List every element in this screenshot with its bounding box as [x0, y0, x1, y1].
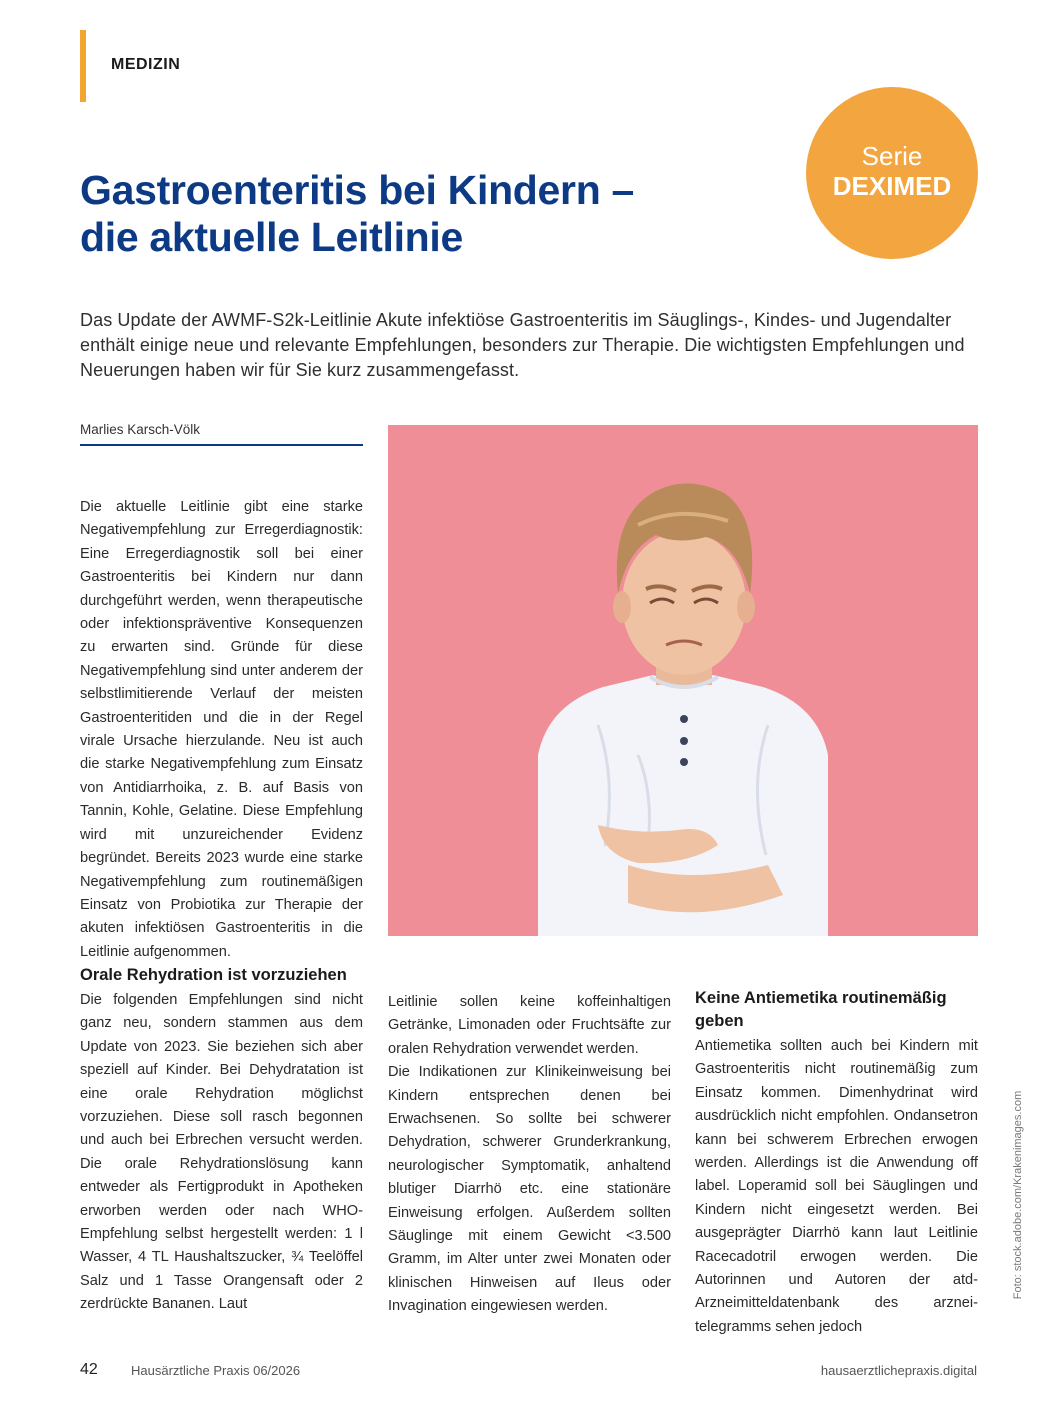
- photo-credit-text: Foto: stock.adobe.com/Krakenimages.com: [1012, 1090, 1024, 1300]
- body-column-1-bottom: [80, 964, 363, 1317]
- author-name: Marlies Karsch-Völk: [80, 422, 201, 437]
- title-line-1: Gastroenteritis bei Kindern –: [80, 167, 635, 213]
- paragraph-oral-rehydration: Die folgenden Empfehlungen sind nicht ganz neu, sondern stammen aus dem Update von 2023. Sie beziehen sich aber speziell auf Kinder. Bei Dehydratation ist eine orale Rehydration möglichst vorzuziehen. Diese soll rasch begonnen und auch bei Erbrechen versucht werden. Die orale Rehydrationslösung kann entweder als Fertigprodukt in Apotheken erworben werden oder nach WHO-Empfehlung selbst hergestellt werden: 1 l Wasser, 4 TL Haushaltszucker, ¾ Teelöffel Salz und 1 Tasse Orangensaft oder 2 zerdrückte Bananen. Laut: [80, 992, 363, 1313]
- shirt-button: [680, 737, 688, 745]
- boy-illustration: [388, 425, 978, 936]
- journal-issue: Hausärztliche Praxis 06/2026: [131, 1363, 301, 1378]
- author-divider: [80, 444, 363, 446]
- intro-paragraph: Die aktuelle Leitlinie gibt eine starke Negativempfehlung zur Erregerdiagnostik: Eine Erregerdiagnostik soll bei einer Gastroenteritis bei Kindern nur dann durchgeführt werden, wenn therapeutische oder infektionspräventive Konsequenzen zu erwarten sind. Gründe für diese Negativempfehlung sind unter anderem der selbstlimitierende Verlauf der meisten Gastroenteritiden und die in der Regel virale Ursache hierzulande. Neu ist auch die starke Negativempfehlung zum Einsatz von Antidiarrhoika, z. B. auf Basis von Tannin, Kohle, Gelatine. Diese Empfehlung wird mit unzureichender Evidenz begründet. Bereits 2023 wurde eine starke Negativempfehlung zum routinemäßigen Einsatz von Probiotika zur Therapie der akuten infektiösen Gastroenteritis in die Leitlinie aufgenommen.: [80, 499, 363, 960]
- badge-series-label: Serie: [861, 141, 923, 171]
- article-photo: [388, 425, 978, 936]
- shirt-button: [680, 715, 688, 723]
- subheading-antiemetics: Keine Antiemetika routinemäßig geben: [695, 989, 947, 1030]
- section-accent-bar: [80, 30, 86, 102]
- paragraph-continuation: Leitlinie sollen keine koffeinhaltigen Getränke, Limonaden oder Fruchtsäfte zur oralen Rehydration verwendet werden.: [388, 994, 671, 1057]
- body-column-3: [695, 987, 978, 1339]
- article-title: [80, 167, 780, 261]
- body-column-2: [388, 991, 671, 1319]
- body-column-1-top: [80, 496, 363, 964]
- section-label: MEDIZIN: [111, 56, 181, 73]
- subheading-oral-rehydration: Orale Rehydration ist vorzuziehen: [80, 966, 347, 984]
- face: [622, 531, 746, 675]
- photo-credit: [1011, 1078, 1025, 1312]
- series-badge: [806, 87, 978, 259]
- paragraph-hospital-admission: Die Indikationen zur Klinikeinweisung bei Kindern entsprechen denen bei Erwachsenen. So sollte bei schwerer Dehydration, schwerer Grunderkrankung, neurologischer Symptomatik, anhaltend blutiger Diarrhö etc. eine stationäre Einweisung erfolgen. Außerdem sollten Säuglinge mit einem Gewicht <3.500 Gramm, im Alter unter zwei Monaten oder klinischen Hinweisen auf Ileus oder Invagination eingewiesen werden.: [388, 1064, 671, 1315]
- journal-website: hausaerztlichepraxis.digital: [820, 1363, 977, 1378]
- paragraph-antiemetics: Antiemetika sollten auch bei Kindern mit Gastroenteritis nicht routinemäßig zum Einsatz kommen. Dimenhydrinat wird ausdrücklich nicht empfohlen. Ondansetron kann bei schwerem Erbrechen erwogen werden. Allerdings ist die Anwendung off label. Loperamid soll bei Säuglingen und Kindern nicht eingesetzt werden. Bei ausgeprägter Diarrhö kann laut Leitlinie Racecadotril erwogen werden. Die Autorinnen und Autoren der atd-Arzneimitteldatenbank des arznei-telegramms sehen jedoch: [695, 1038, 978, 1335]
- badge-series-name: DEXIMED: [832, 171, 952, 201]
- title-line-2: die aktuelle Leitlinie: [80, 214, 464, 260]
- article-lead: Das Update der AWMF-S2k-Leitlinie Akute infektiöse Gastroenteritis im Säuglings-, Kindes- und Jugendalter enthält einige neue und relevante Empfehlungen, besonders zur Therapie. Die wichtigsten Empfehlungen und Neuerungen haben wir für Sie kurz zusammengefasst.: [80, 310, 965, 380]
- page-number: 42: [80, 1361, 98, 1378]
- shirt-button: [680, 758, 688, 766]
